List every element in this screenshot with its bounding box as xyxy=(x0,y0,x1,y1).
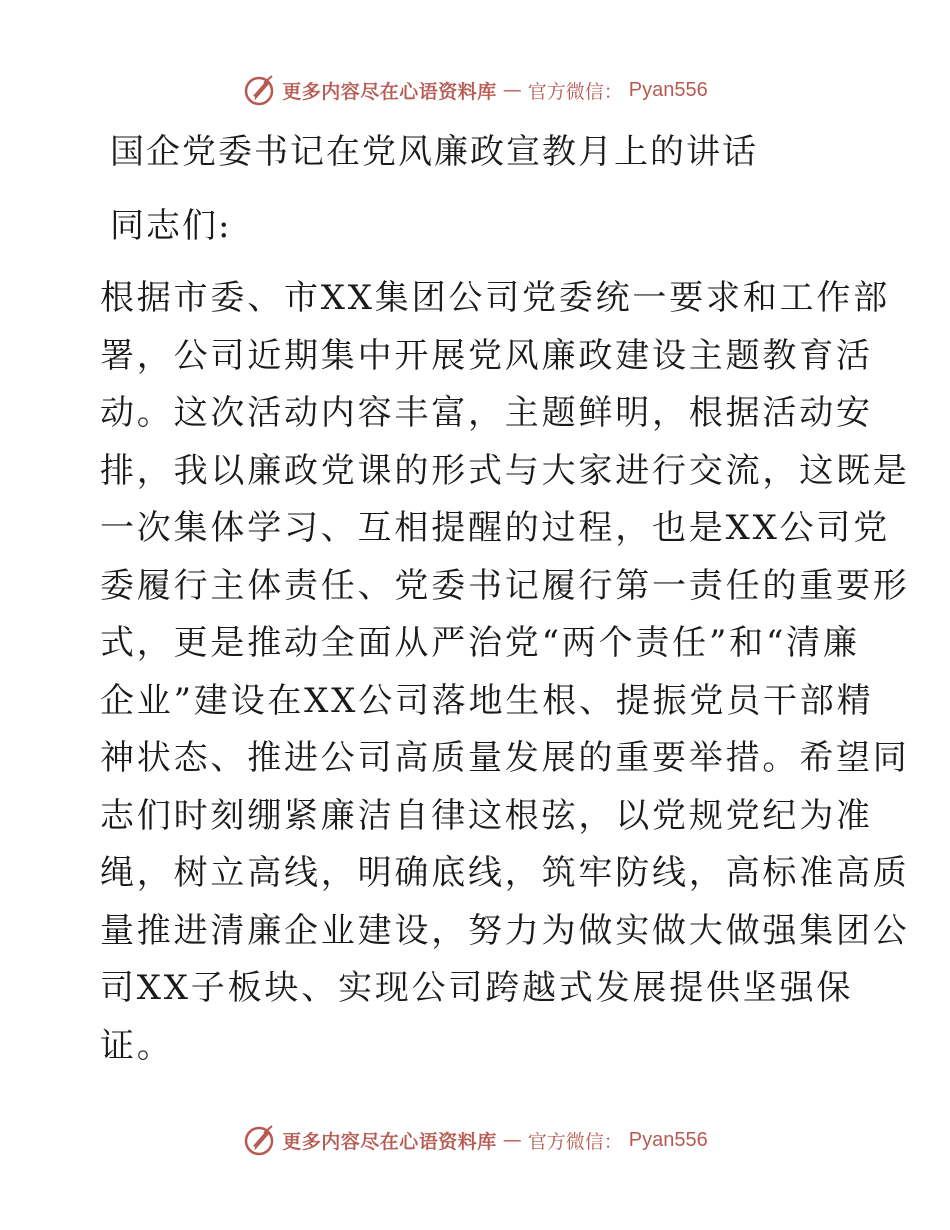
paragraph-line: 神状态、推进公司高质量发展的重要举措。希望同 xyxy=(100,738,910,778)
quill-logo-icon xyxy=(242,1123,276,1157)
watermark-label: 官方微信： xyxy=(527,80,623,103)
watermark-wechat-id: Pyan556 xyxy=(628,78,708,101)
paragraph-line: 企业”建设在XX公司落地生根、提振党员干部精 xyxy=(100,680,874,721)
paragraph-line: 证。 xyxy=(100,1025,174,1066)
paragraph-line: 根据市委、市XX集团公司党委统一要求和工作部 xyxy=(100,278,891,318)
watermark-text: 更多内容尽在心语资料库 xyxy=(282,1130,497,1153)
footer-watermark xyxy=(0,1120,950,1160)
paragraph-line: 排，我以廉政党课的形式与大家进行交流，这既是 xyxy=(100,450,910,491)
paragraph-line: 量推进清廉企业建设，努力为做实做大做强集团公 xyxy=(100,910,910,951)
paragraph-line: 志们时刻绷紧廉洁自律这根弦，以党规党纪为准 xyxy=(100,795,873,836)
body-paragraph xyxy=(100,270,910,1075)
watermark-text: 更多内容尽在心语资料库 xyxy=(282,80,497,103)
paragraph-line: 委履行主体责任、党委书记履行第一责任的重要形 xyxy=(100,565,910,606)
paragraph-line: 一次集体学习、互相提醒的过程，也是XX公司党 xyxy=(100,508,891,548)
greeting: 同志们: xyxy=(110,206,232,246)
quill-logo-icon xyxy=(242,73,276,107)
watermark-label: 官方微信： xyxy=(527,1130,623,1153)
watermark-wechat-id: Pyan556 xyxy=(628,1128,708,1151)
watermark-separator: — xyxy=(502,79,522,101)
paragraph-line: 司XX子板块、实现公司跨越式发展提供坚强保 xyxy=(100,968,854,1008)
paragraph-line: 式，更是推动全面从严治党“两个责任”和“清廉 xyxy=(100,623,860,663)
watermark-separator: — xyxy=(502,1129,522,1151)
paragraph-line: 署，公司近期集中开展党风廉政建设主题教育活 xyxy=(100,335,873,376)
header-watermark xyxy=(0,70,950,110)
document-title: 国企党委书记在党风廉政宣教月上的讲话 xyxy=(110,132,758,172)
paragraph-line: 动。这次活动内容丰富，主题鲜明，根据活动安 xyxy=(100,393,873,433)
paragraph-line: 绳，树立高线，明确底线，筑牢防线，高标准高质 xyxy=(100,853,910,893)
